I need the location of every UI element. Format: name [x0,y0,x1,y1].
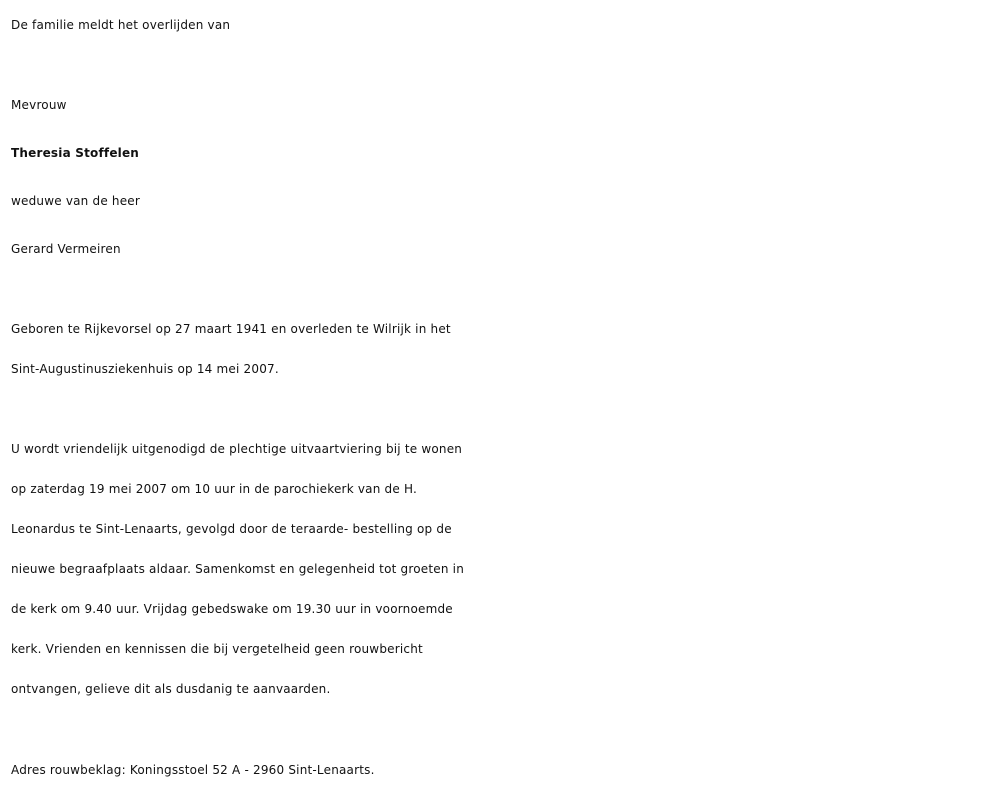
deceased-name: Theresia Stoffelen [11,146,140,160]
paragraph-line: Sint-Augustinusziekenhuis op 14 mei 2007. [11,362,279,376]
paragraph-line: U wordt vriendelijk uitgenodigd de plechtige uitvaartviering bij te wonen [11,442,463,456]
paragraph-line: kerk. Vrienden en kennissen die bij vergetelheid geen rouwbericht [11,642,423,656]
widow-of-line: weduwe van de heer [11,194,141,208]
paragraph-line: nieuwe begraafplaats aldaar. Samenkomst en gelegenheid tot groeten in [11,562,465,576]
paragraph-line: op zaterdag 19 mei 2007 om 10 uur in de parochiekerk van de H. [11,482,417,496]
paragraph-line: Geboren te Rijkevorsel op 27 maart 1941 en overleden te Wilrijk in het [11,322,451,336]
paragraph-line: de kerk om 9.40 uur. Vrijdag gebedswake om 19.30 uur in voornoemde [11,602,453,616]
intro-line: De familie meldt het overlijden van [11,18,231,32]
service-paragraph [11,429,996,709]
obituary-notice [11,0,996,790]
paragraph-line: Leonardus te Sint-Lenaarts, gevolgd door de teraarde- bestelling op de [11,522,452,536]
spouse-name: Gerard Vermeiren [11,242,121,256]
paragraph-line: ontvangen, gelieve dit als dusdanig te aanvaarden. [11,682,331,696]
condolence-address: Adres rouwbeklag: Koningsstoel 52 A - 2960 Sint-Lenaarts. [11,763,375,777]
salutation: Mevrouw [11,98,67,112]
birth-death-paragraph [11,309,996,389]
